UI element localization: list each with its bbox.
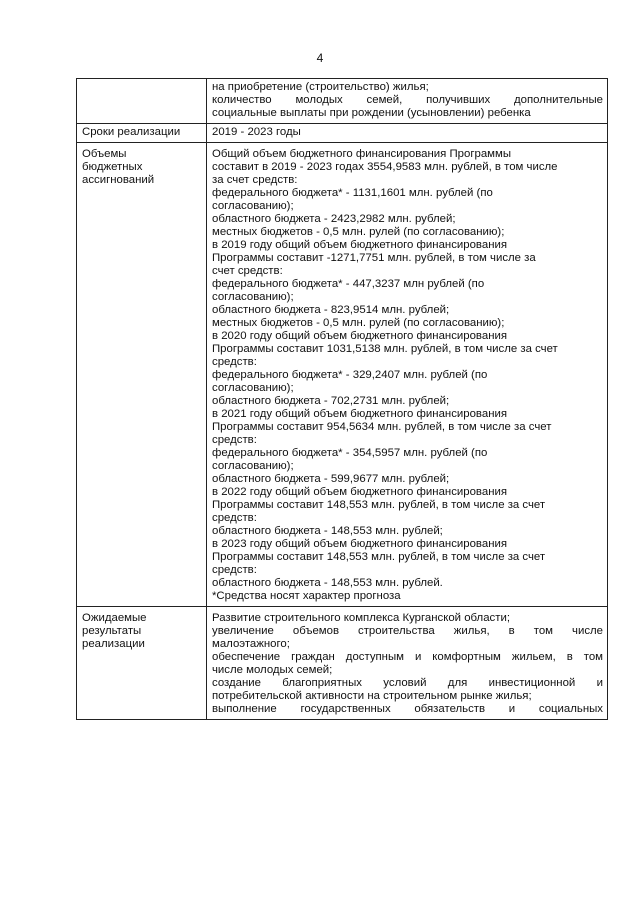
content-line: согласованию);: [212, 291, 294, 303]
content-line: числе молодых семей;: [212, 664, 333, 676]
content-line: согласованию);: [212, 460, 294, 472]
content-line: в 2020 году общий объем бюджетного финансирования: [212, 330, 508, 342]
content-line: средств:: [212, 434, 257, 446]
content-line: составит в 2019 - 2023 годах 3554,9583 млн. рублей, в том числе: [212, 161, 558, 173]
row-content-cell: [207, 79, 608, 124]
row-label-cell: [77, 607, 207, 720]
content-line: количество молодых семей, получивших дополнительные: [212, 94, 603, 106]
content-line: согласованию);: [212, 382, 294, 394]
content-line: Программы составит 1031,5138 млн. рублей, в том числе за счет: [212, 343, 558, 355]
row-label-line: результаты: [82, 625, 142, 637]
content-line: потребительской активности на строительном рынке жилья;: [212, 690, 532, 702]
content-line: создание благоприятных условий для инвестиционной и: [212, 677, 603, 689]
row-content-cell: [207, 143, 608, 607]
content-line: областного бюджета - 2423,2982 млн. рублей;: [212, 213, 456, 225]
content-line: в 2021 году общий объем бюджетного финансирования: [212, 408, 508, 420]
content-line: Программы составит 148,553 млн. рублей, в том числе за счет: [212, 551, 546, 563]
content-line: средств:: [212, 356, 257, 368]
row-label-cell: [77, 79, 207, 124]
content-line: согласованию);: [212, 200, 294, 212]
content-line: областного бюджета - 148,553 млн. рублей.: [212, 577, 443, 589]
passport-table: [76, 78, 608, 720]
content-line: областного бюджета - 823,9514 млн. рублей;: [212, 304, 450, 316]
row-label-line: Объемы: [82, 148, 127, 160]
table-row-results-row: [77, 607, 608, 720]
content-line: средств:: [212, 512, 257, 524]
content-line: Общий объем бюджетного финансирования Программы: [212, 148, 512, 160]
row-content-cell: [207, 124, 608, 143]
content-line: федерального бюджета* - 329,2407 млн. рублей (по: [212, 369, 488, 381]
content-line: Программы составит 954,5634 млн. рублей, в том числе за счет: [212, 421, 552, 433]
content-line: счет средств:: [212, 265, 283, 277]
row-label-cell: [77, 143, 207, 607]
content-line: в 2019 году общий объем бюджетного финансирования: [212, 239, 508, 251]
row-label-line: бюджетных: [82, 161, 143, 173]
page-number: 4: [316, 51, 324, 65]
table-row-budget-row: [77, 143, 608, 607]
content-line: местных бюджетов - 0,5 млн. рулей (по согласованию);: [212, 317, 505, 329]
content-line: областного бюджета - 148,553 млн. рублей;: [212, 525, 443, 537]
content-line: 2019 - 2023 годы: [212, 126, 301, 138]
content-line: областного бюджета - 599,9677 млн. рублей;: [212, 473, 450, 485]
row-label-line: реализации: [82, 638, 145, 650]
content-line: в 2022 году общий объем бюджетного финансирования: [212, 486, 508, 498]
content-line: средств:: [212, 564, 257, 576]
content-line: Программы составит -1271,7751 млн. рублей, в том числе за: [212, 252, 536, 264]
content-line: федерального бюджета* - 447,3237 млн рублей (по: [212, 278, 485, 290]
row-label-cell: [77, 124, 207, 143]
content-line: *Средства носят характер прогноза: [212, 590, 401, 602]
content-line: Развитие строительного комплекса Курганской области;: [212, 612, 510, 624]
content-line: выполнение государственных обязательств и социальных: [212, 703, 603, 715]
content-line: на приобретение (строительство) жилья;: [212, 81, 429, 93]
content-line: федерального бюджета* - 354,5957 млн. рублей (по: [212, 447, 488, 459]
content-line: Программы составит 148,553 млн. рублей, в том числе за счет: [212, 499, 546, 511]
row-label-line: Сроки реализации: [82, 126, 181, 138]
row-content-cell: [207, 607, 608, 720]
content-line: увеличение объемов строительства жилья, в том числе: [212, 625, 603, 637]
row-label-line: ассигнований: [82, 174, 155, 186]
row-label-line: Ожидаемые: [82, 612, 147, 624]
content-line: социальные выплаты при рождении (усыновлении) ребенка: [212, 107, 531, 119]
content-line: областного бюджета - 702,2731 млн. рублей;: [212, 395, 450, 407]
content-line: в 2023 году общий объем бюджетного финансирования: [212, 538, 508, 550]
content-line: обеспечение граждан доступным и комфортным жильем, в том: [212, 651, 603, 663]
table-row-continuation-row: [77, 79, 608, 124]
table-row-timeline-row: [77, 124, 608, 143]
content-line: малоэтажного;: [212, 638, 290, 650]
content-line: местных бюджетов - 0,5 млн. рулей (по согласованию);: [212, 226, 505, 238]
content-line: за счет средств:: [212, 174, 298, 186]
content-line: федерального бюджета* - 1131,1601 млн. рублей (по: [212, 187, 493, 199]
